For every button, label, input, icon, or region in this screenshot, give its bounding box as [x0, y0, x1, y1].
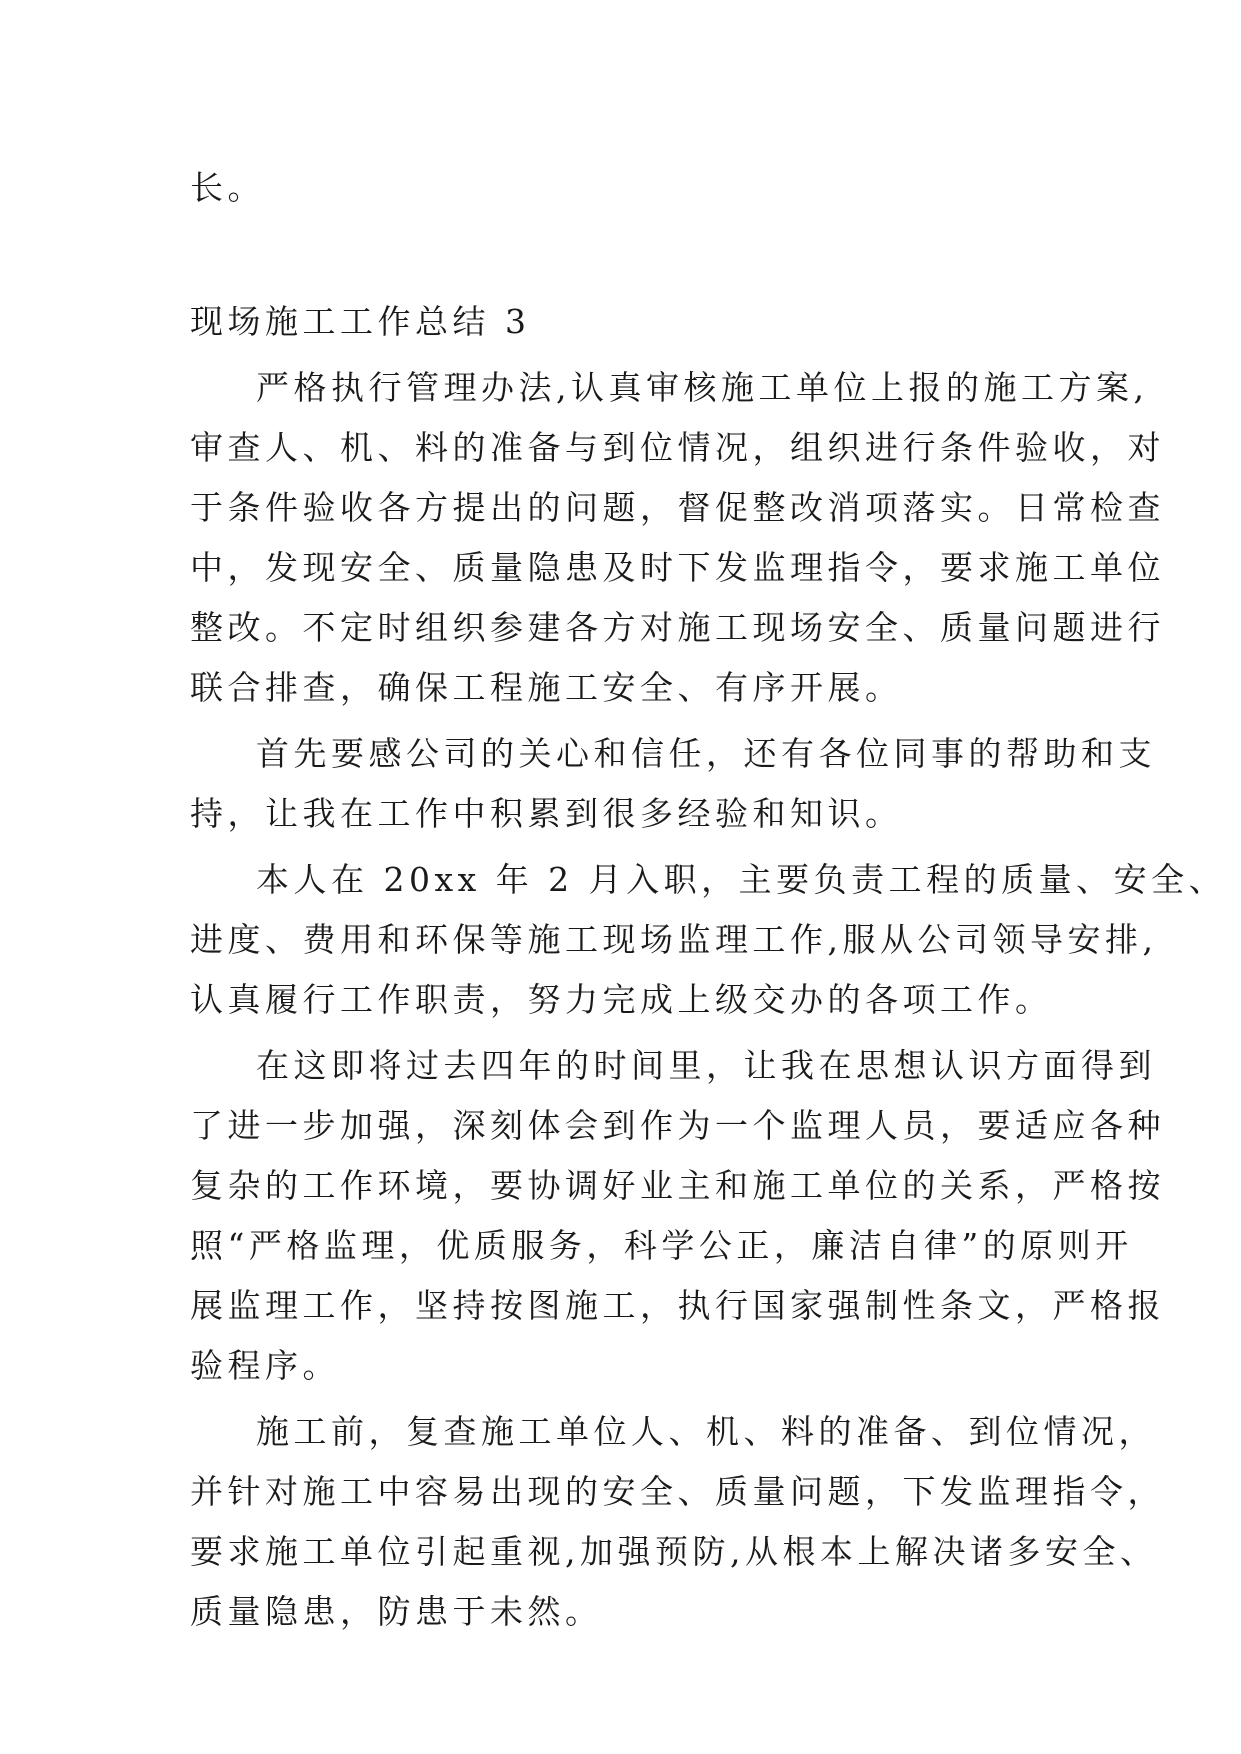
paragraph-line: 质量隐患，防患于未然。: [190, 1592, 603, 1631]
paragraph-line: 了进一步加强，深刻体会到作为一个监理人员，要适应各种: [190, 1106, 1165, 1145]
paragraph-line: 验程序。: [190, 1346, 340, 1385]
paragraph-line: 展监理工作，坚持按图施工，执行国家强制性条文，严格报: [190, 1286, 1165, 1325]
paragraph-line: 于条件验收各方提出的问题，督促整改消项落实。日常检查: [190, 488, 1165, 527]
paragraph-1: [190, 358, 1165, 718]
section-title: 现场施工工作总结 3: [190, 302, 531, 341]
paragraph-line: 中，发现安全、质量隐患及时下发监理指令，要求施工单位: [190, 548, 1165, 587]
document-body: [190, 158, 1227, 1648]
paragraph-line: 在这即将过去四年的时间里，让我在思想认识方面得到: [256, 1046, 1156, 1085]
paragraph-3: [190, 850, 1227, 1030]
paragraph-line: 持，让我在工作中积累到很多经验和知识。: [190, 794, 903, 833]
paragraph-5: [190, 1402, 1165, 1642]
paragraph-line: 整改。不定时组织参建各方对施工现场安全、质量问题进行: [190, 608, 1165, 647]
continuation-text: 长。: [190, 168, 265, 207]
paragraph-line: 审查人、机、料的准备与到位情况，组织进行条件验收，对: [190, 428, 1165, 467]
paragraph-line: 认真履行工作职责，努力完成上级交办的各项工作。: [190, 980, 1053, 1019]
paragraph-line: 复杂的工作环境，要协调好业主和施工单位的关系，严格按: [190, 1166, 1165, 1205]
paragraph-line: 施工前，复查施工单位人、机、料的准备、到位情况，: [256, 1412, 1156, 1451]
paragraph-4: [190, 1036, 1165, 1396]
paragraph-line: 联合排查，确保工程施工安全、有序开展。: [190, 668, 903, 707]
paragraph-line: 照“严格监理，优质服务，科学公正，廉洁自律”的原则开: [190, 1226, 1133, 1265]
paragraph-line: 并针对施工中容易出现的安全、质量问题，下发监理指令，: [190, 1472, 1165, 1511]
paragraph-2: [190, 724, 1156, 844]
paragraph-line: 要求施工单位引起重视,加强预防,从根本上解决诸多安全、: [190, 1532, 1158, 1571]
paragraph-line: 严格执行管理办法,认真审核施工单位上报的施工方案,: [256, 368, 1149, 407]
paragraph-line: 本人在 20xx 年 2 月入职，主要负责工程的质量、安全、: [256, 860, 1227, 899]
paragraph-line: 首先要感公司的关心和信任，还有各位同事的帮助和支: [256, 734, 1156, 773]
paragraph-line: 进度、费用和环保等施工现场监理工作,服从公司领导安排,: [190, 920, 1158, 959]
